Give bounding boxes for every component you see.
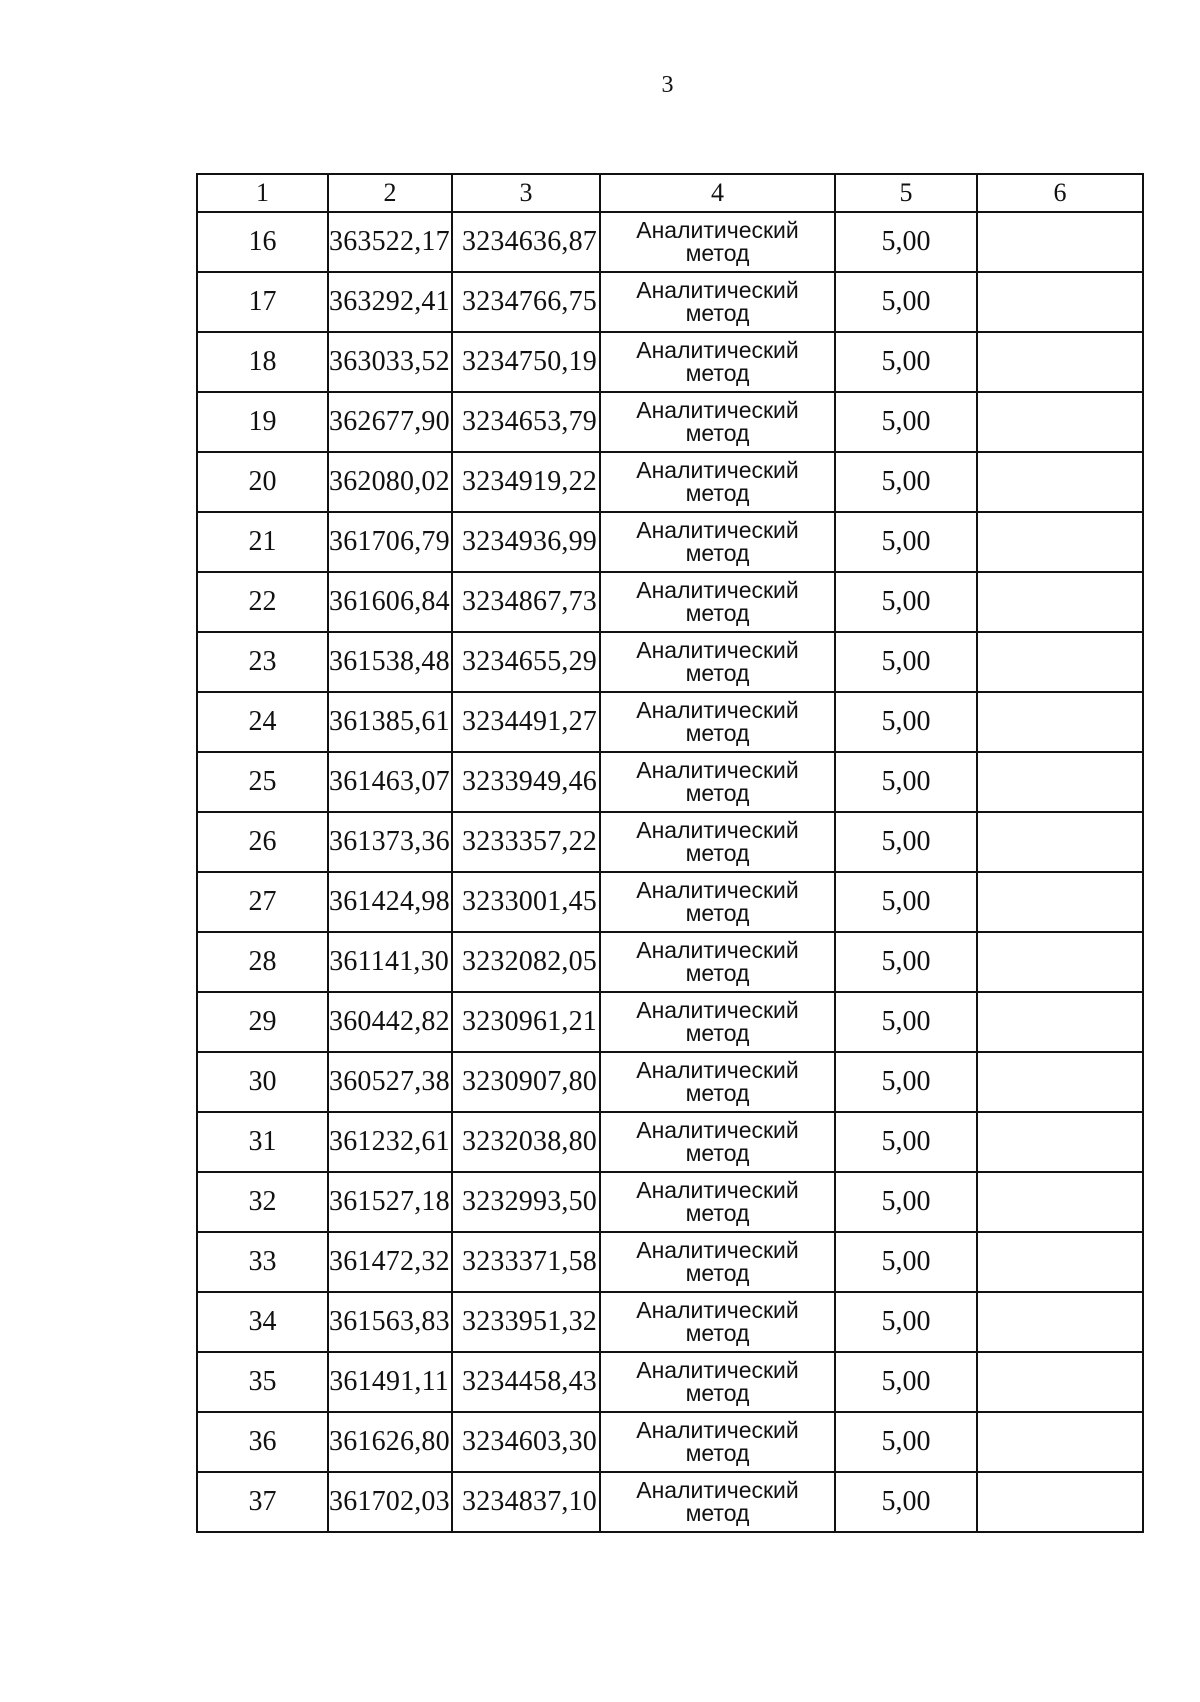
accuracy-cell: 5,00 [835, 272, 977, 332]
accuracy-cell: 5,00 [835, 1412, 977, 1472]
method-line-1: Аналитический [636, 757, 799, 783]
method-cell [600, 992, 835, 1052]
method-line-2: метод [685, 1320, 750, 1346]
method-line-2: метод [685, 360, 750, 386]
x-coordinate-cell: 361424,98 [328, 872, 452, 932]
note-cell [977, 932, 1143, 992]
x-coordinate-cell: 362677,90 [328, 392, 452, 452]
point-number-cell: 18 [197, 332, 328, 392]
y-coordinate-cell: 3233371,58 [452, 1232, 600, 1292]
x-coordinate-cell: 361463,07 [328, 752, 452, 812]
x-coordinate-cell: 361702,03 [328, 1472, 452, 1532]
method-line-1: Аналитический [636, 1057, 799, 1083]
table-row [197, 212, 1143, 272]
y-coordinate-cell: 3234636,87 [452, 212, 600, 272]
method-cell [600, 332, 835, 392]
method-cell [600, 752, 835, 812]
method-line-1: Аналитический [636, 1117, 799, 1143]
table-row [197, 1112, 1143, 1172]
table-row [197, 1052, 1143, 1112]
point-number-cell: 20 [197, 452, 328, 512]
y-coordinate-cell: 3234603,30 [452, 1412, 600, 1472]
x-coordinate-cell: 360442,82 [328, 992, 452, 1052]
method-cell [600, 1232, 835, 1292]
x-coordinate-cell: 361563,83 [328, 1292, 452, 1352]
point-number-cell: 21 [197, 512, 328, 572]
accuracy-cell: 5,00 [835, 632, 977, 692]
note-cell [977, 1232, 1143, 1292]
note-cell [977, 692, 1143, 752]
table-row [197, 932, 1143, 992]
method-line-2: метод [685, 840, 750, 866]
method-cell [600, 572, 835, 632]
point-number-cell: 29 [197, 992, 328, 1052]
y-coordinate-cell: 3234653,79 [452, 392, 600, 452]
x-coordinate-cell: 361606,84 [328, 572, 452, 632]
method-line-1: Аналитический [636, 1477, 799, 1503]
table-row [197, 332, 1143, 392]
method-line-1: Аналитический [636, 697, 799, 723]
method-cell [600, 1172, 835, 1232]
table-row [197, 392, 1143, 452]
method-cell [600, 932, 835, 992]
method-cell [600, 1412, 835, 1472]
method-cell [600, 1352, 835, 1412]
method-line-2: метод [685, 1200, 750, 1226]
point-number-cell: 17 [197, 272, 328, 332]
table-body [197, 174, 1143, 1532]
method-line-2: метод [685, 600, 750, 626]
point-number-cell: 28 [197, 932, 328, 992]
table-row [197, 992, 1143, 1052]
x-coordinate-cell: 361373,36 [328, 812, 452, 872]
table-row [197, 1292, 1143, 1352]
note-cell [977, 332, 1143, 392]
y-coordinate-cell: 3234750,19 [452, 332, 600, 392]
note-cell [977, 392, 1143, 452]
note-cell [977, 272, 1143, 332]
y-coordinate-cell: 3232993,50 [452, 1172, 600, 1232]
x-coordinate-cell: 361472,32 [328, 1232, 452, 1292]
note-cell [977, 1292, 1143, 1352]
note-cell [977, 1112, 1143, 1172]
accuracy-cell: 5,00 [835, 1352, 977, 1412]
method-cell [600, 872, 835, 932]
method-line-1: Аналитический [636, 457, 799, 483]
table-row [197, 1232, 1143, 1292]
method-cell [600, 1292, 835, 1352]
y-coordinate-cell: 3234766,75 [452, 272, 600, 332]
x-coordinate-cell: 361232,61 [328, 1112, 452, 1172]
method-line-1: Аналитический [636, 577, 799, 603]
header-cell: 5 [835, 174, 977, 212]
header-cell: 1 [197, 174, 328, 212]
x-coordinate-cell: 361626,80 [328, 1412, 452, 1472]
method-line-2: метод [685, 1500, 750, 1526]
table-row [197, 452, 1143, 512]
note-cell [977, 512, 1143, 572]
method-line-2: метод [685, 900, 750, 926]
method-line-2: метод [685, 1260, 750, 1286]
accuracy-cell: 5,00 [835, 1172, 977, 1232]
table-row [197, 572, 1143, 632]
method-line-1: Аналитический [636, 997, 799, 1023]
method-line-1: Аналитический [636, 1177, 799, 1203]
accuracy-cell: 5,00 [835, 932, 977, 992]
y-coordinate-cell: 3233949,46 [452, 752, 600, 812]
method-line-2: метод [685, 300, 750, 326]
method-cell [600, 632, 835, 692]
accuracy-cell: 5,00 [835, 1232, 977, 1292]
method-line-2: метод [685, 1440, 750, 1466]
note-cell [977, 572, 1143, 632]
point-number-cell: 22 [197, 572, 328, 632]
note-cell [977, 752, 1143, 812]
point-number-cell: 23 [197, 632, 328, 692]
method-cell [600, 1472, 835, 1532]
table-row [197, 812, 1143, 872]
method-line-2: метод [685, 240, 750, 266]
method-cell [600, 692, 835, 752]
point-number-cell: 26 [197, 812, 328, 872]
point-number-cell: 24 [197, 692, 328, 752]
y-coordinate-cell: 3234655,29 [452, 632, 600, 692]
y-coordinate-cell: 3233001,45 [452, 872, 600, 932]
point-number-cell: 32 [197, 1172, 328, 1232]
x-coordinate-cell: 363292,41 [328, 272, 452, 332]
x-coordinate-cell: 361491,11 [328, 1352, 452, 1412]
point-number-cell: 34 [197, 1292, 328, 1352]
y-coordinate-cell: 3232082,05 [452, 932, 600, 992]
accuracy-cell: 5,00 [835, 452, 977, 512]
table-row [197, 632, 1143, 692]
accuracy-cell: 5,00 [835, 1292, 977, 1352]
method-line-1: Аналитический [636, 877, 799, 903]
method-line-1: Аналитический [636, 817, 799, 843]
y-coordinate-cell: 3230907,80 [452, 1052, 600, 1112]
accuracy-cell: 5,00 [835, 572, 977, 632]
page-number: 3 [661, 72, 674, 98]
y-coordinate-cell: 3234491,27 [452, 692, 600, 752]
method-line-1: Аналитический [636, 337, 799, 363]
note-cell [977, 1412, 1143, 1472]
accuracy-cell: 5,00 [835, 752, 977, 812]
x-coordinate-cell: 361141,30 [328, 932, 452, 992]
method-cell [600, 452, 835, 512]
point-number-cell: 30 [197, 1052, 328, 1112]
accuracy-cell: 5,00 [835, 392, 977, 452]
accuracy-cell: 5,00 [835, 872, 977, 932]
method-cell [600, 1052, 835, 1112]
method-cell [600, 212, 835, 272]
y-coordinate-cell: 3233357,22 [452, 812, 600, 872]
accuracy-cell: 5,00 [835, 512, 977, 572]
method-cell [600, 272, 835, 332]
x-coordinate-cell: 361538,48 [328, 632, 452, 692]
method-line-1: Аналитический [636, 1357, 799, 1383]
accuracy-cell: 5,00 [835, 332, 977, 392]
y-coordinate-cell: 3233951,32 [452, 1292, 600, 1352]
method-line-2: метод [685, 720, 750, 746]
note-cell [977, 872, 1143, 932]
header-cell: 4 [600, 174, 835, 212]
method-cell [600, 512, 835, 572]
table-row [197, 1172, 1143, 1232]
table-header-row [197, 174, 1143, 212]
table-row [197, 1412, 1143, 1472]
method-line-2: метод [685, 1020, 750, 1046]
y-coordinate-cell: 3234936,99 [452, 512, 600, 572]
method-line-2: метод [685, 1080, 750, 1106]
y-coordinate-cell: 3234458,43 [452, 1352, 600, 1412]
note-cell [977, 1172, 1143, 1232]
y-coordinate-cell: 3234837,10 [452, 1472, 600, 1532]
method-line-2: метод [685, 1140, 750, 1166]
point-number-cell: 25 [197, 752, 328, 812]
x-coordinate-cell: 361527,18 [328, 1172, 452, 1232]
method-line-2: метод [685, 420, 750, 446]
table-row [197, 272, 1143, 332]
method-line-1: Аналитический [636, 937, 799, 963]
y-coordinate-cell: 3234867,73 [452, 572, 600, 632]
method-line-2: метод [685, 780, 750, 806]
accuracy-cell: 5,00 [835, 992, 977, 1052]
y-coordinate-cell: 3232038,80 [452, 1112, 600, 1172]
method-cell [600, 1112, 835, 1172]
table-row [197, 752, 1143, 812]
note-cell [977, 812, 1143, 872]
method-line-2: метод [685, 660, 750, 686]
method-line-1: Аналитический [636, 1417, 799, 1443]
method-line-2: метод [685, 480, 750, 506]
point-number-cell: 19 [197, 392, 328, 452]
method-line-1: Аналитический [636, 397, 799, 423]
point-number-cell: 35 [197, 1352, 328, 1412]
note-cell [977, 1472, 1143, 1532]
table-row [197, 872, 1143, 932]
coordinates-table [196, 173, 1144, 1533]
header-cell: 3 [452, 174, 600, 212]
method-line-1: Аналитический [636, 1237, 799, 1263]
method-line-2: метод [685, 1380, 750, 1406]
method-line-1: Аналитический [636, 637, 799, 663]
note-cell [977, 452, 1143, 512]
y-coordinate-cell: 3230961,21 [452, 992, 600, 1052]
method-line-1: Аналитический [636, 1297, 799, 1323]
table-row [197, 692, 1143, 752]
method-line-2: метод [685, 960, 750, 986]
x-coordinate-cell: 361385,61 [328, 692, 452, 752]
note-cell [977, 632, 1143, 692]
x-coordinate-cell: 363033,52 [328, 332, 452, 392]
method-line-1: Аналитический [636, 517, 799, 543]
method-line-1: Аналитический [636, 277, 799, 303]
x-coordinate-cell: 362080,02 [328, 452, 452, 512]
method-line-2: метод [685, 540, 750, 566]
x-coordinate-cell: 360527,38 [328, 1052, 452, 1112]
method-line-1: Аналитический [636, 217, 799, 243]
note-cell [977, 1352, 1143, 1412]
header-cell: 2 [328, 174, 452, 212]
accuracy-cell: 5,00 [835, 1052, 977, 1112]
table-row [197, 1472, 1143, 1532]
x-coordinate-cell: 363522,17 [328, 212, 452, 272]
point-number-cell: 16 [197, 212, 328, 272]
note-cell [977, 1052, 1143, 1112]
accuracy-cell: 5,00 [835, 1112, 977, 1172]
accuracy-cell: 5,00 [835, 692, 977, 752]
accuracy-cell: 5,00 [835, 812, 977, 872]
y-coordinate-cell: 3234919,22 [452, 452, 600, 512]
point-number-cell: 27 [197, 872, 328, 932]
table-row [197, 1352, 1143, 1412]
point-number-cell: 33 [197, 1232, 328, 1292]
method-cell [600, 392, 835, 452]
point-number-cell: 31 [197, 1112, 328, 1172]
point-number-cell: 36 [197, 1412, 328, 1472]
method-cell [600, 812, 835, 872]
table-row [197, 512, 1143, 572]
note-cell [977, 992, 1143, 1052]
point-number-cell: 37 [197, 1472, 328, 1532]
header-cell: 6 [977, 174, 1143, 212]
x-coordinate-cell: 361706,79 [328, 512, 452, 572]
accuracy-cell: 5,00 [835, 212, 977, 272]
accuracy-cell: 5,00 [835, 1472, 977, 1532]
note-cell [977, 212, 1143, 272]
